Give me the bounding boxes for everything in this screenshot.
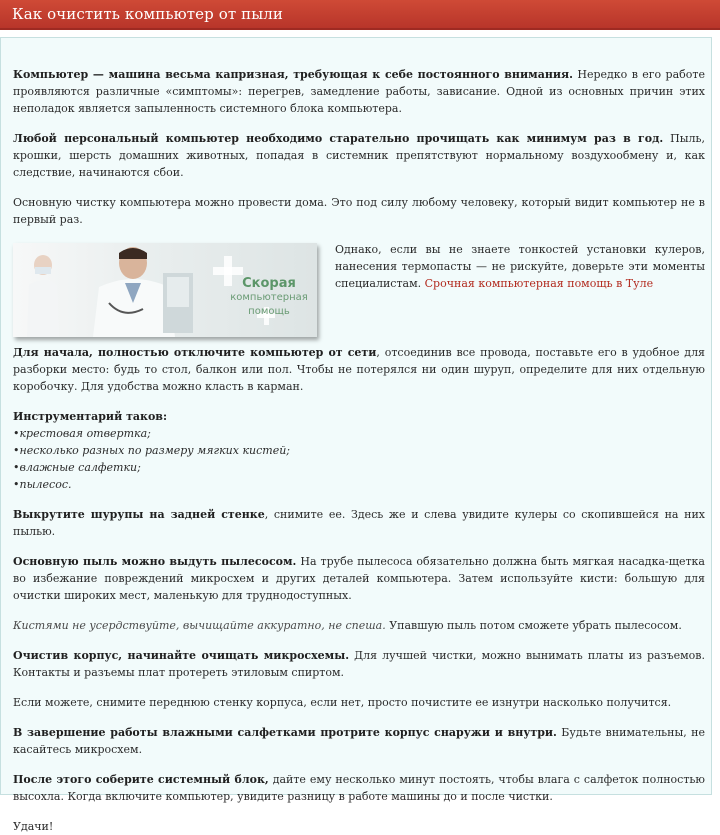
screws-text: , снимите ее. Здесь же и слева увидите кулеры со скопившейся на них пылью. [13,508,706,538]
yearly-bold: Любой персональный компьютер необходимо старательно прочищать как минимум раз в год. [13,132,664,145]
paragraph-chips [13,647,705,681]
wipe-text: Будьте внимательны, не касайтесь микросхем. [13,726,705,756]
caption-line-2: компьютерная [230,292,308,303]
paragraph-screws [13,506,705,540]
list-item: •влажные салфетки; [13,461,141,474]
emergency-help-link[interactable]: Срочная компьютерная помощь в Туле [424,277,654,290]
intro-bold: Компьютер — машина весьма капризная, требующая к себе постоянного внимания. [13,68,573,81]
chips-text: Для лучшей чистки, можно вынимать платы из разъемов. Контакты и разъемы плат протереть этиловым спиртом. [13,649,705,679]
article-body [0,37,712,833]
paragraph-vacuum [13,553,705,604]
brushes-text: Упавшую пыль потом сможете убрать пылесосом. [385,619,682,632]
paragraph-wipe [13,724,705,758]
paragraph-yearly [13,130,705,181]
paragraph-unplug [13,344,705,395]
screws-bold: Выкрутите шурупы на задней стенке [13,508,265,521]
paragraph-good-luck: Удачи! [13,820,54,833]
paragraph-assemble [13,771,705,805]
chips-bold: Очистив корпус, начинайте очищать микросхемы. [13,649,350,662]
unplug-bold: Для начала, полностью отключите компьютер от сети [13,346,377,359]
vacuum-bold: Основную пыль можно выдуть пылесосом. [13,555,297,568]
page-header [0,0,720,30]
tools-list [13,408,705,493]
list-item: •крестовая отвертка; [13,427,151,440]
intro-text: Нередко в его работе проявляются различные «симптомы»: перегрев, замедление работы, зависание. Одной из основных причин этих неполадок является запыленность системного блока компьютера. [13,68,705,115]
wipe-bold: В завершение работы влажными салфетками протрите корпус снаружи и внутри. [13,726,557,739]
list-item: •пылесос. [13,478,72,491]
vacuum-text: На трубе пылесоса обязательно должна быть мягкая насадка-щетка во избежание повреждений микросхем и других деталей компьютера. Затем используйте кисти: большую для очистки широких мест, маленькую для труднодоступных. [13,555,705,602]
banner-caption [221,277,317,319]
paragraph-home: Основную чистку компьютера можно провести дома. Это под силу любому человеку, который видит компьютер не в первый раз. [13,196,705,226]
assemble-text: дайте ему несколько минут постоять, чтобы влага с салфеток полностью высохла. Когда включите компьютер, увидите разницу в работе машины до и после чистки. [13,773,705,803]
tools-title: Инструментарий таков: [13,410,168,423]
paragraph-intro [13,66,705,117]
paragraph-brushes [13,617,705,634]
assemble-bold: После этого соберите системный блок, [13,773,269,786]
brushes-italic: Кистями не усердствуйте, вычищайте аккуратно, не спеша. [13,619,386,632]
caption-line-3: помощь [248,306,290,317]
page-title: Как очистить компьютер от пыли [12,5,283,23]
service-banner-image [13,243,317,337]
list-item: •несколько разных по размеру мягких кистей; [13,444,290,457]
paragraph-front-panel: Если можете, снимите переднюю стенку корпуса, если нет, просто почистите ее изнутри насколько получится. [13,696,672,709]
unplug-text: , отсоединив все провода, поставьте его в удобное для разборки место: будь то стол, балкон или пол. Чтобы не потерялся ни один шуруп, определите для них отдельную коробочку. Для удобства можно класть в карман. [13,346,705,393]
caption-line-1: Скорая [242,276,296,291]
yearly-text: Пыль, крошки, шерсть домашних животных, попадая в системник препятствуют нормальному воздухообмену и, как следствие, начинаются сбои. [13,132,705,179]
specialists-text: Однако, если вы не знаете тонкостей установки кулеров, нанесения термопасты — не рискуйте, доверьте эти моменты специалистам. [335,243,705,290]
